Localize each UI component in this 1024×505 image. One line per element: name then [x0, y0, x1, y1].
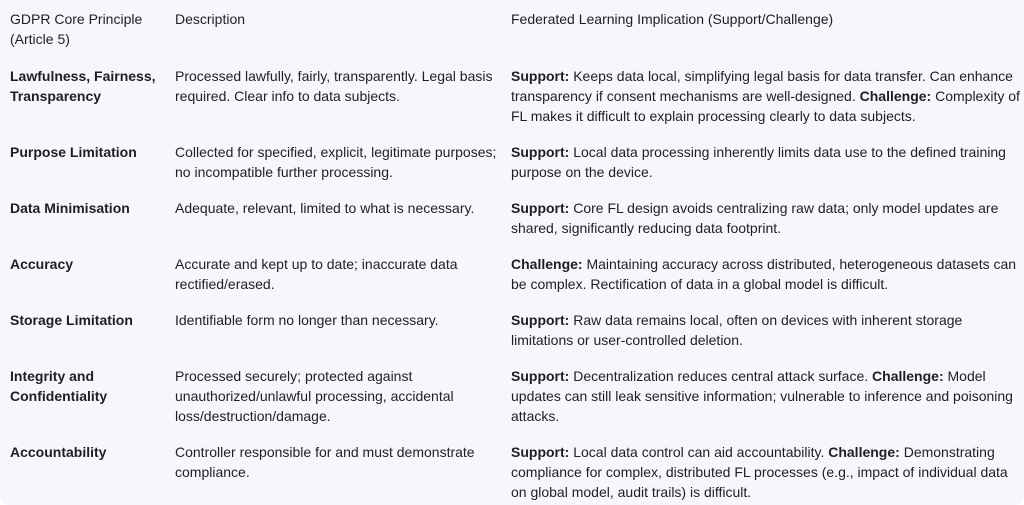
challenge-label: Challenge: — [828, 444, 900, 460]
description-cell: Accurate and kept up to date; inaccurate data rectified/erased. — [175, 256, 458, 292]
description-cell: Collected for specified, explicit, legitimate purposes; no incompatible further processing. — [175, 144, 497, 180]
description-cell: Processed lawfully, fairly, transparently. Legal basis required. Clear info to data subjects. — [175, 68, 493, 104]
implication-cell — [501, 366, 1024, 442]
header-principle: GDPR Core Principle (Article 5) — [10, 11, 143, 47]
support-text: Raw data remains local, often on devices with inherent storage limitations or user-controlled deletion. — [511, 312, 963, 348]
description-cell: Processed securely; protected against unauthorized/unlawful processing, accidental loss/destruction/damage. — [175, 368, 454, 424]
implication-cell — [501, 254, 1024, 310]
table-row — [0, 366, 1024, 442]
support-text: Decentralization reduces central attack surface. — [573, 368, 869, 384]
challenge-label: Challenge: — [859, 88, 932, 104]
implication-cell — [501, 442, 1024, 505]
table-row — [0, 310, 1024, 366]
principle-cell: Purpose Limitation — [10, 144, 137, 160]
challenge-text: Model updates can still leak sensitive information; vulnerable to inference and poisoning attacks. — [511, 368, 1013, 424]
support-text: Keeps data local, simplifying legal basis for data transfer. Can enhance transparency if consent mechanisms are well-designed. — [511, 68, 1013, 104]
principle-cell: Accuracy — [10, 256, 74, 272]
gdpr-fl-table — [0, 9, 1024, 505]
implication-cell — [501, 198, 1024, 254]
header-description: Description — [175, 11, 246, 27]
principle-cell: Storage Limitation — [10, 312, 133, 328]
support-text: Core FL design avoids centralizing raw data; only model updates are shared, significantly reducing data footprint. — [511, 200, 999, 236]
support-text: Local data control can aid accountability. — [573, 444, 825, 460]
challenge-label: Challenge: — [872, 368, 944, 384]
support-label: Support: — [511, 368, 570, 384]
support-label: Support: — [511, 200, 570, 216]
description-cell: Identifiable form no longer than necessary. — [175, 312, 439, 328]
support-label: Support: — [511, 144, 570, 160]
implication-cell — [501, 310, 1024, 366]
description-cell: Adequate, relevant, limited to what is necessary. — [175, 200, 475, 216]
support-label: Support: — [511, 68, 570, 84]
challenge-text: Demonstrating compliance for complex, distributed FL processes (e.g., impact of individual data on global model, audit trails) is difficult. — [511, 444, 1008, 500]
support-label: Support: — [511, 312, 570, 328]
challenge-text: Maintaining accuracy across distributed, heterogeneous datasets can be complex. Rectification of data in a global model is difficult. — [511, 256, 1017, 292]
table-row — [0, 142, 1024, 198]
table-row — [0, 442, 1024, 505]
principle-cell: Lawfulness, Fairness, Transparency — [10, 68, 156, 104]
principle-cell: Accountability — [10, 444, 107, 460]
description-cell: Controller responsible for and must demonstrate compliance. — [175, 444, 475, 480]
header-implication: Federated Learning Implication (Support/Challenge) — [511, 11, 834, 27]
support-label: Support: — [511, 444, 570, 460]
challenge-label: Challenge: — [511, 256, 583, 272]
table-row — [0, 66, 1024, 142]
implication-cell — [501, 142, 1024, 198]
header-row — [0, 9, 1024, 66]
implication-cell — [501, 66, 1024, 142]
table-row — [0, 254, 1024, 310]
challenge-text: Complexity of FL makes it difficult to explain processing clearly to data subjects. — [511, 88, 1020, 124]
principle-cell: Data Minimisation — [10, 200, 130, 216]
principle-cell: Integrity and Confidentiality — [10, 368, 108, 404]
support-text: Local data processing inherently limits data use to the defined training purpose on the device. — [511, 144, 1006, 180]
table-row — [0, 198, 1024, 254]
